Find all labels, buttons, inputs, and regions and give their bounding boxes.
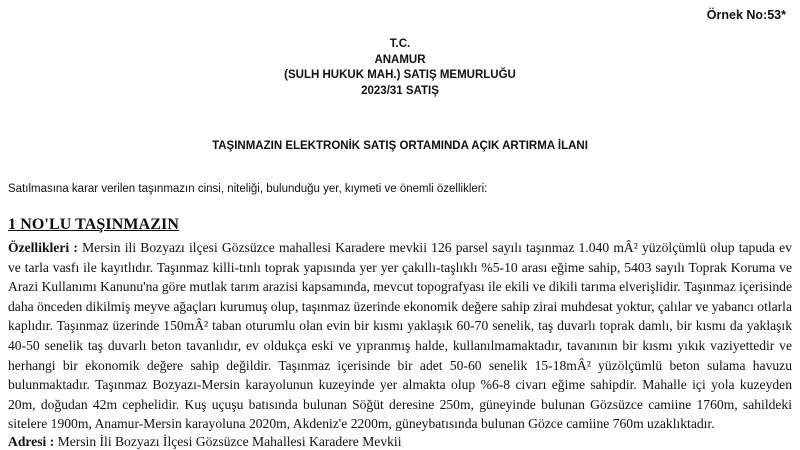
property-heading: 1 NO'LU TAŞINMAZIN: [8, 216, 180, 233]
document-header: [0, 37, 800, 99]
address-label: Adresi :: [8, 434, 55, 449]
property-features: [8, 238, 792, 434]
property-address: [8, 434, 401, 450]
header-office: (SULH HUKUK MAH.) SATIŞ MEMURLUĞU: [284, 69, 516, 81]
header-case-number: 2023/31 SATIŞ: [361, 84, 439, 97]
features-label: Özellikleri :: [8, 240, 78, 255]
header-district: ANAMUR: [374, 53, 426, 66]
sample-number: Örnek No:53*: [706, 8, 786, 22]
notice-title: TAŞINMAZIN ELEKTRONİK SATIŞ ORTAMINDA AÇIK ARTIRMA İLANI: [212, 140, 588, 152]
address-text: Mersin İli Bozyazı İlçesi Gözsüzce Mahallesi Karadere Mevkii: [54, 434, 402, 449]
intro-text: Satılmasına karar verilen taşınmazın cinsi, niteliği, bulunduğu yer, kıymeti ve önemli özellikleri:: [8, 183, 488, 195]
header-country: T.C.: [389, 38, 411, 50]
features-text: Mersin ili Bozyazı ilçesi Gözsüzce mahallesi Karadere mevkii 126 parsel sayılı taşınmaz 1.040 mÂ² yüzölçümlü olup tapuda ev ve tarla vasfı ile kayıtlıdır. Taşınmaz killi-tınlı toprak yapısında yer yer çakıllı-taşlıklı %5-10 arası eğime sahip, 5403 sayılı Toprak Koruma ve Arazi Kullanımı Kanunu'na göre mutlak tarım arazisi kapsamında, mevcut topografyası ile ekili ve dikili tarıma elverişlidir. Taşınmaz içerisinde daha önceden dikilmiş meyve ağaçları kurumuş olup, taşınmaz üzerinde ekonomik değere sahip zirai muhdesat yoktur, çalılar ve yabancı otlarla kaplıdır. Taşınmaz üzerinde 150mÂ² taban oturumlu olan evin bir kısmı yaklaşık 60-70 senelik, taş duvarlı toprak damlı, bir kısmı da yaklaşık 40-50 senelik taş duvarlı beton tavanlıdır, ev oldukça eski ve yıpranmış halde, kullanılmamaktadır, tavanının bir kısmı yıkık vaziyettedir ve herhangi bir ekonomik değere sahip değildir. Taşınmaz içerisinde bir adet 50-60 senelik 15-18mÂ² yüzölçümlü beton sulama havuzu bulunmaktadır. Taşınmaz Bozyazı-Mersin karayolunun kuzeyinde yer almakta olup %6-8 civarı eğime sahipdir. Mahalle içi yola kuzeyden 20m, doğudan 42m cephelidir. Kuş uçuşu batısında bulunan Söğüt deresine 250m, güneyinde bulunan Gözsüzce camiine 1760m, sahildeki sitelere 1900m, Anamur-Mersin karayoluna 2020m, Akdeniz'e 2200m, güneybatısında bulunan Gözce camiine 760m uzaklıktadır.: [8, 240, 792, 432]
